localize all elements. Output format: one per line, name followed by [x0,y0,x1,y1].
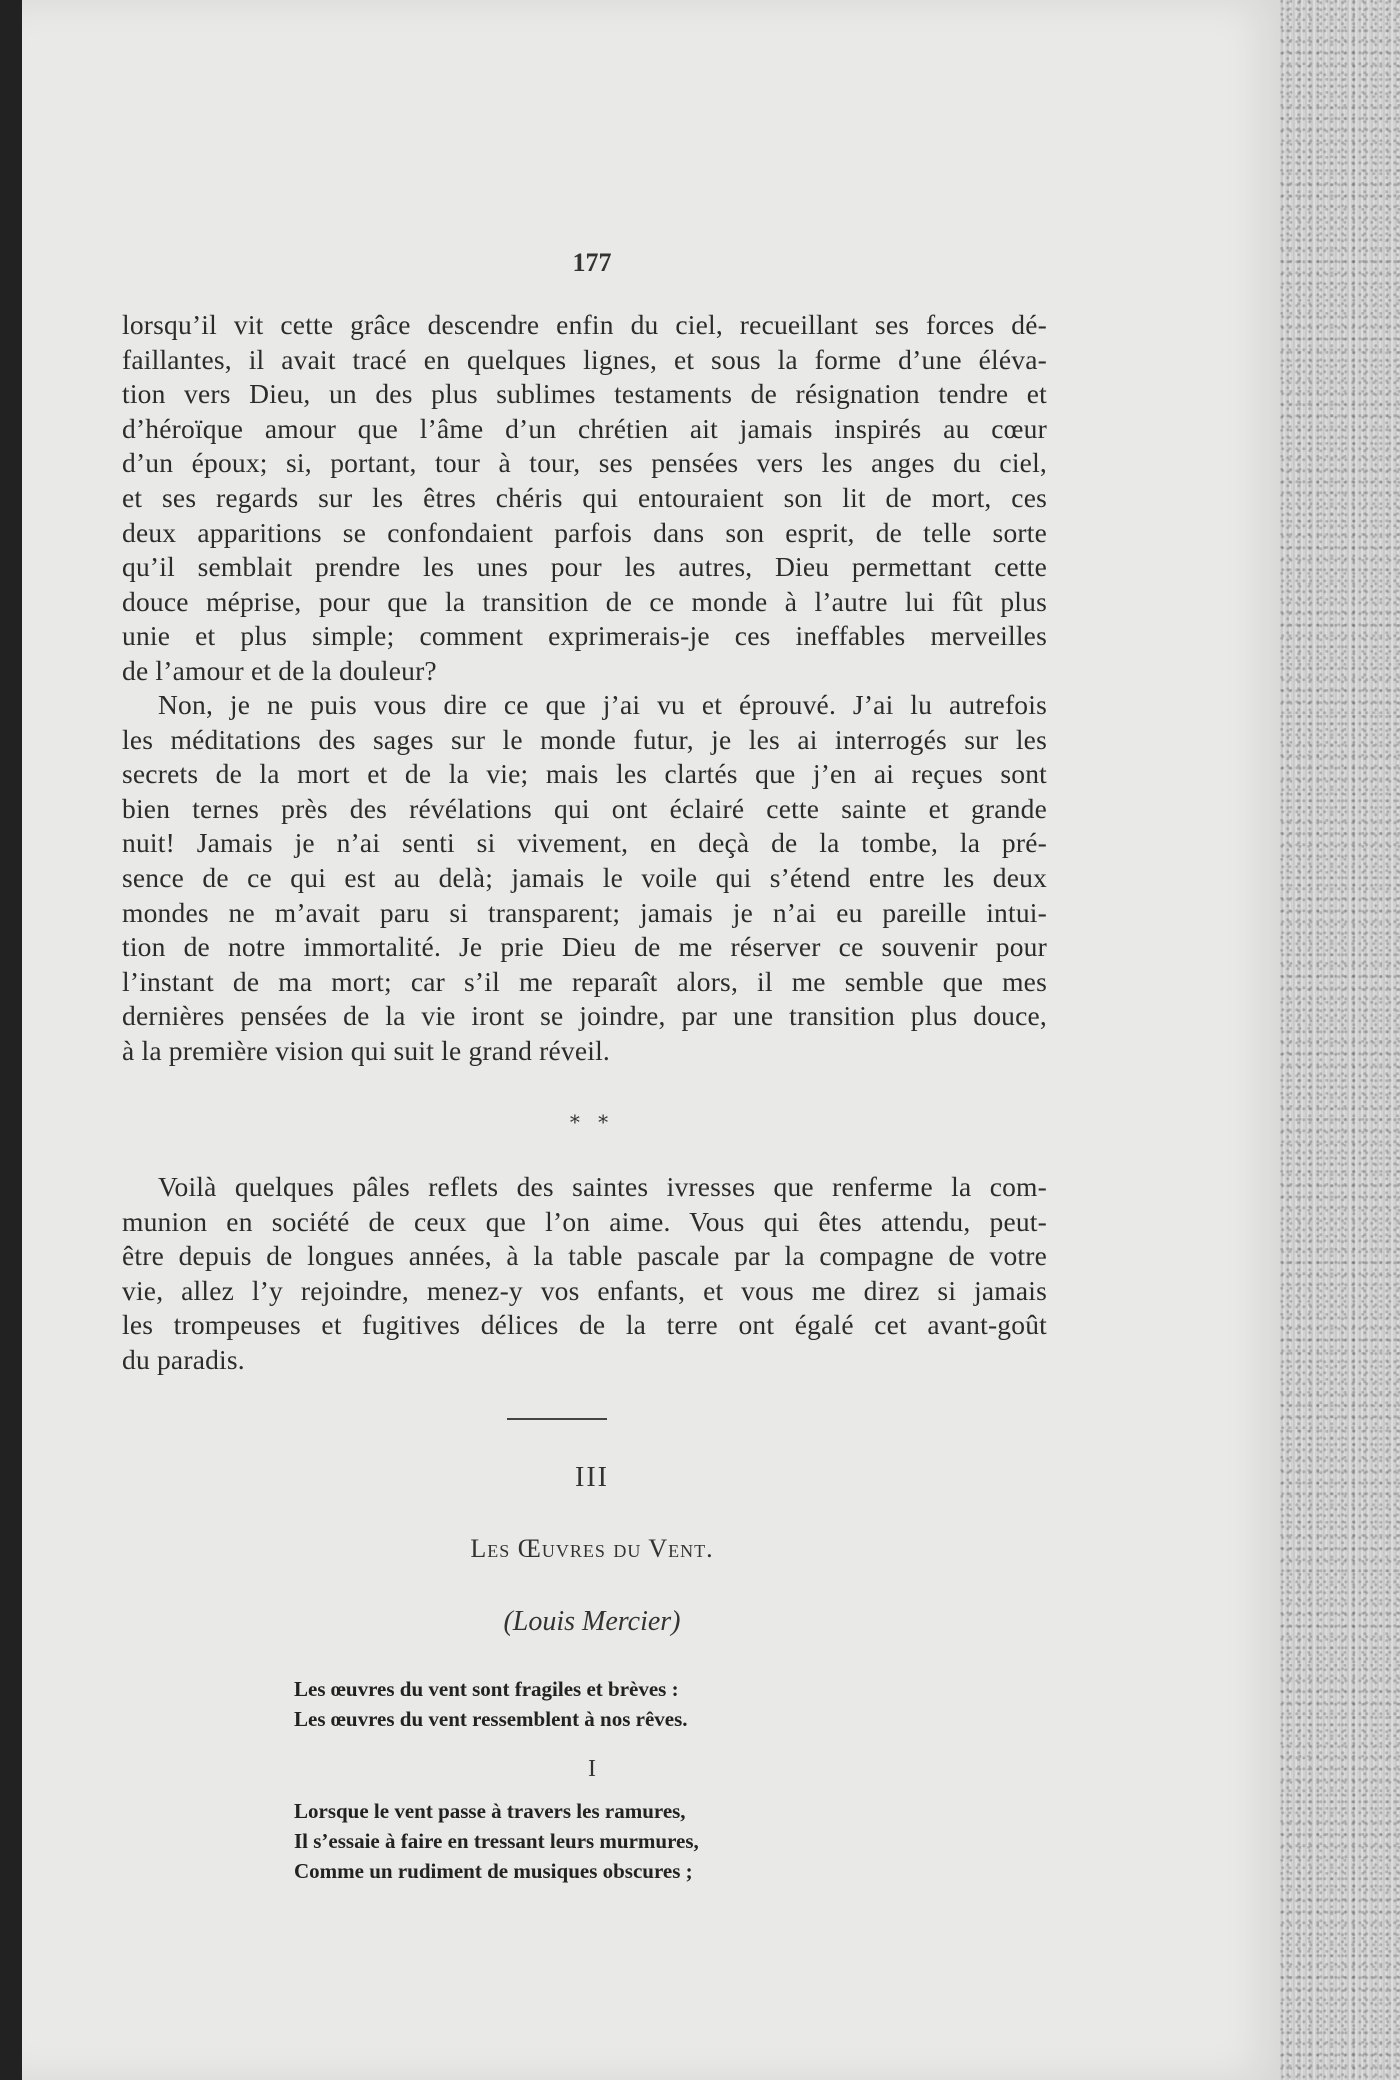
page-number: 177 [572,248,612,277]
text-line: Non, je ne puis vous dire ce que j’ai vu et éprouvé. J’ai lu autrefois [158,689,1047,720]
text-line: et ses regards sur les êtres chéris qui entouraient son lit de mort, ces [122,481,1047,513]
text-line: tion vers Dieu, un des plus sublimes testaments de résignation tendre et [122,378,1047,410]
text-line: l’instant de ma mort; car s’il me reparaît alors, il me semble que mes [122,965,1047,997]
poem-stanza [294,1796,699,1886]
horizontal-rule [507,1418,607,1420]
text-line: nuit! Jamais je n’ai senti si vivement, en deçà de la tombe, la pré- [122,827,1047,859]
paragraph-1 [122,308,1047,689]
text-line: les méditations des sages sur le monde futur, je les ai interrogés sur les [122,723,1047,755]
page-edge-texture [1280,0,1400,2080]
text-line: unie et plus simple; comment exprimerais-je ces ineffables merveilles [122,620,1047,652]
text-line: à la première vision qui suit le grand réveil. [122,1034,611,1066]
text-line: mondes ne m’avait paru si transparent; jamais je n’ai eu pareille intui- [122,896,1047,928]
text-line: Voilà quelques pâles reflets des saintes ivresses que renferme la com- [158,1171,1047,1202]
text-line: secrets de la mort et de la vie; mais les clartés que j’en ai reçues sont [122,758,1047,790]
text-line: qu’il semblait prendre les unes pour les autres, Dieu permettant cette [122,551,1047,583]
section-number: III [575,1462,609,1493]
poem-line: Lorsque le vent passe à travers les ramures, [294,1799,686,1823]
text-line: de l’amour et de la douleur? [122,654,437,686]
poem-line: Il s’essaie à faire en tressant leurs murmures, [294,1829,699,1853]
stanza-number: I [588,1756,596,1782]
book-page [22,0,1290,2080]
text-line: bien ternes près des révélations qui ont éclairé cette sainte et grande [122,792,1047,824]
text-line: les trompeuses et fugitives délices de la terre ont égalé cet avant-goût [122,1309,1047,1341]
poem-line: Comme un rudiment de musiques obscures ; [294,1859,693,1883]
text-line: sence de ce qui est au delà; jamais le voile qui s’étend entre les deux [122,861,1047,893]
text-line: d’héroïque amour que l’âme d’un chrétien ait jamais inspirés au cœur [122,412,1047,444]
poem-line: Les œuvres du vent sont fragiles et brèves : [294,1677,679,1701]
text-line: douce méprise, pour que la transition de ce monde à l’autre lui fût plus [122,585,1047,617]
text-line: dernières pensées de la vie iront se joindre, par une transition plus douce, [122,1000,1047,1032]
text-line: être depuis de longues années, à la table pascale par la compagne de votre [122,1240,1047,1272]
text-line: munion en société de ceux que l’on aime. Vous qui êtes attendu, peut- [122,1205,1047,1237]
text-line: d’un époux; si, portant, tour à tour, ses pensées vers les anges du ciel, [122,447,1047,479]
paragraph-2 [122,688,1047,1069]
text-line: vie, allez l’y rejoindre, menez-y vos enfants, et vous me direz si jamais [122,1274,1047,1306]
poem-line: Les œuvres du vent ressemblent à nos rêves. [294,1707,688,1731]
text-line: lorsqu’il vit cette grâce descendre enfin du ciel, recueillant ses forces dé- [122,309,1047,340]
paragraph-3 [122,1170,1047,1378]
section-author: (Louis Mercier) [503,1606,681,1637]
section-separator-stars: * * [569,1110,615,1134]
text-line: du paradis. [122,1343,245,1375]
text-line: tion de notre immortalité. Je prie Dieu de me réserver ce souvenir pour [122,931,1047,963]
section-title: Les Œuvres du Vent. [470,1534,714,1563]
poem-epigraph [294,1674,688,1734]
text-line: faillantes, il avait tracé en quelques lignes, et sous la forme d’une éléva- [122,343,1047,375]
text-line: deux apparitions se confondaient parfois dans son esprit, de telle sorte [122,516,1047,548]
